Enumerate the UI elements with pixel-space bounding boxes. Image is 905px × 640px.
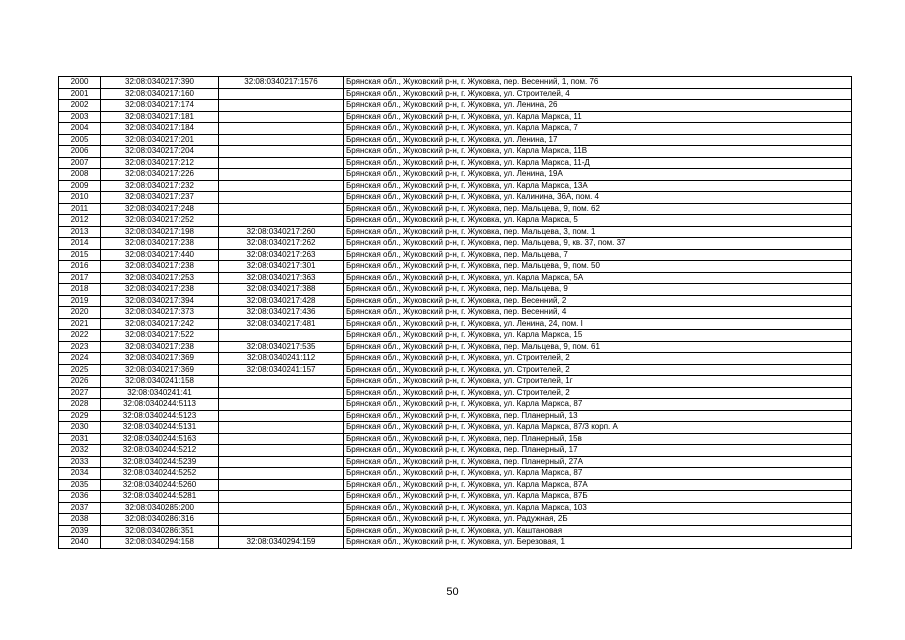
row-number-cell: 2034 [59,468,101,480]
address-cell: Брянская обл., Жуковский р-н, г. Жуковка, ул. Карла Маркса, 87А [344,479,852,491]
cadastral-number-cell: 32:08:0340217:212 [101,157,219,169]
row-number-cell: 2035 [59,479,101,491]
object-cadastral-number-cell [219,525,344,537]
table-row [59,192,852,204]
address-cell: Брянская обл., Жуковский р-н, г. Жуковка, пер. Мальцева, 9, пом. 62 [344,203,852,215]
row-number-cell: 2005 [59,134,101,146]
address-cell: Брянская обл., Жуковский р-н, г. Жуковка, ул. Карла Маркса, 15 [344,330,852,342]
cadastral-number-cell: 32:08:0340217:369 [101,353,219,365]
table-row [59,134,852,146]
row-number-cell: 2037 [59,502,101,514]
table-row [59,341,852,353]
cadastral-number-cell: 32:08:0340217:238 [101,284,219,296]
row-number-cell: 2031 [59,433,101,445]
row-number-cell: 2013 [59,226,101,238]
table-row [59,514,852,526]
row-number-cell: 2022 [59,330,101,342]
table-row [59,502,852,514]
object-cadastral-number-cell [219,502,344,514]
table-row [59,537,852,549]
cadastral-number-cell: 32:08:0340286:351 [101,525,219,537]
address-cell: Брянская обл., Жуковский р-н, г. Жуковка, ул. Карла Маркса, 87 [344,399,852,411]
object-cadastral-number-cell [219,376,344,388]
address-cell: Брянская обл., Жуковский р-н, г. Жуковка, ул. Калинина, 36А, пом. 4 [344,192,852,204]
cadastral-number-cell: 32:08:0340244:5212 [101,445,219,457]
row-number-cell: 2039 [59,525,101,537]
address-cell: Брянская обл., Жуковский р-н, г. Жуковка, ул. Строителей, 1г [344,376,852,388]
object-cadastral-number-cell: 32:08:0340241:112 [219,353,344,365]
cadastral-number-cell: 32:08:0340217:369 [101,364,219,376]
object-cadastral-number-cell [219,203,344,215]
table-row [59,215,852,227]
address-cell: Брянская обл., Жуковский р-н, г. Жуковка, пер. Весенний, 1, пом. 76 [344,77,852,89]
cadastral-number-cell: 32:08:0340217:181 [101,111,219,123]
row-number-cell: 2040 [59,537,101,549]
table-row [59,261,852,273]
row-number-cell: 2002 [59,100,101,112]
address-cell: Брянская обл., Жуковский р-н, г. Жуковка, ул. Радужная, 2Б [344,514,852,526]
table-row [59,111,852,123]
object-cadastral-number-cell [219,146,344,158]
row-number-cell: 2029 [59,410,101,422]
table-row [59,479,852,491]
table-row [59,525,852,537]
row-number-cell: 2038 [59,514,101,526]
object-cadastral-number-cell: 32:08:0340217:263 [219,249,344,261]
table-row [59,399,852,411]
object-cadastral-number-cell [219,123,344,135]
object-cadastral-number-cell [219,514,344,526]
table-row [59,203,852,215]
address-cell: Брянская обл., Жуковский р-н, г. Жуковка, пер. Весенний, 4 [344,307,852,319]
row-number-cell: 2003 [59,111,101,123]
table-row [59,226,852,238]
row-number-cell: 2011 [59,203,101,215]
address-cell: Брянская обл., Жуковский р-н, г. Жуковка, пер. Планерный, 27А [344,456,852,468]
address-cell: Брянская обл., Жуковский р-н, г. Жуковка, ул. Строителей, 2 [344,353,852,365]
table-row [59,100,852,112]
row-number-cell: 2026 [59,376,101,388]
row-number-cell: 2010 [59,192,101,204]
object-cadastral-number-cell: 32:08:0340217:535 [219,341,344,353]
object-cadastral-number-cell [219,180,344,192]
address-cell: Брянская обл., Жуковский р-н, г. Жуковка, ул. Карла Маркса, 11-Д [344,157,852,169]
cadastral-number-cell: 32:08:0340217:253 [101,272,219,284]
row-number-cell: 2000 [59,77,101,89]
address-cell: Брянская обл., Жуковский р-н, г. Жуковка, пер. Мальцева, 7 [344,249,852,261]
address-cell: Брянская обл., Жуковский р-н, г. Жуковка, пер. Мальцева, 3, пом. 1 [344,226,852,238]
table-row [59,353,852,365]
table-row [59,180,852,192]
cadastral-number-cell: 32:08:0340244:5260 [101,479,219,491]
cadastral-number-cell: 32:08:0340217:160 [101,88,219,100]
object-cadastral-number-cell [219,134,344,146]
row-number-cell: 2028 [59,399,101,411]
row-number-cell: 2024 [59,353,101,365]
row-number-cell: 2021 [59,318,101,330]
cadastral-number-cell: 32:08:0340217:242 [101,318,219,330]
cadastral-number-cell: 32:08:0340244:5252 [101,468,219,480]
address-cell: Брянская обл., Жуковский р-н, г. Жуковка, ул. Карла Маркса, 5 [344,215,852,227]
cadastral-number-cell: 32:08:0340244:5163 [101,433,219,445]
table-row [59,318,852,330]
object-cadastral-number-cell [219,387,344,399]
object-cadastral-number-cell: 32:08:0340217:301 [219,261,344,273]
object-cadastral-number-cell [219,456,344,468]
address-cell: Брянская обл., Жуковский р-н, г. Жуковка, пер. Весенний, 2 [344,295,852,307]
row-number-cell: 2014 [59,238,101,250]
object-cadastral-number-cell [219,491,344,503]
row-number-cell: 2001 [59,88,101,100]
address-cell: Брянская обл., Жуковский р-н, г. Жуковка, ул. Строителей, 2 [344,364,852,376]
object-cadastral-number-cell [219,479,344,491]
address-cell: Брянская обл., Жуковский р-н, г. Жуковка, ул. Карла Маркса, 103 [344,502,852,514]
object-cadastral-number-cell: 32:08:0340217:260 [219,226,344,238]
row-number-cell: 2007 [59,157,101,169]
table-row [59,157,852,169]
cadastral-number-cell: 32:08:0340244:5281 [101,491,219,503]
object-cadastral-number-cell: 32:08:0340217:428 [219,295,344,307]
object-cadastral-number-cell [219,88,344,100]
object-cadastral-number-cell [219,399,344,411]
table-row [59,433,852,445]
cadastral-number-cell: 32:08:0340244:5131 [101,422,219,434]
table-row [59,376,852,388]
address-cell: Брянская обл., Жуковский р-н, г. Жуковка, ул. Березовая, 1 [344,537,852,549]
table-row [59,77,852,89]
address-cell: Брянская обл., Жуковский р-н, г. Жуковка, ул. Карла Маркса, 11 [344,111,852,123]
cadastral-number-cell: 32:08:0340285:200 [101,502,219,514]
table-row [59,249,852,261]
row-number-cell: 2020 [59,307,101,319]
address-cell: Брянская обл., Жуковский р-н, г. Жуковка, ул. Строителей, 4 [344,88,852,100]
object-cadastral-number-cell [219,157,344,169]
row-number-cell: 2016 [59,261,101,273]
row-number-cell: 2030 [59,422,101,434]
object-cadastral-number-cell [219,169,344,181]
row-number-cell: 2033 [59,456,101,468]
cadastral-number-cell: 32:08:0340217:394 [101,295,219,307]
row-number-cell: 2017 [59,272,101,284]
cadastral-number-cell: 32:08:0340217:238 [101,261,219,273]
address-cell: Брянская обл., Жуковский р-н, г. Жуковка, ул. Ленина, 24, пом. I [344,318,852,330]
row-number-cell: 2023 [59,341,101,353]
address-cell: Брянская обл., Жуковский р-н, г. Жуковка, ул. Карла Маркса, 87Б [344,491,852,503]
address-cell: Брянская обл., Жуковский р-н, г. Жуковка, ул. Карла Маркса, 87 [344,468,852,480]
row-number-cell: 2032 [59,445,101,457]
table-row [59,272,852,284]
row-number-cell: 2008 [59,169,101,181]
object-cadastral-number-cell [219,330,344,342]
address-cell: Брянская обл., Жуковский р-н, г. Жуковка, ул. Ленина, 17 [344,134,852,146]
address-cell: Брянская обл., Жуковский р-н, г. Жуковка, ул. Карла Маркса, 13А [344,180,852,192]
table-row [59,456,852,468]
table-row [59,307,852,319]
row-number-cell: 2004 [59,123,101,135]
object-cadastral-number-cell [219,100,344,112]
row-number-cell: 2025 [59,364,101,376]
cadastral-number-cell: 32:08:0340244:5239 [101,456,219,468]
row-number-cell: 2036 [59,491,101,503]
cadastral-number-cell: 32:08:0340217:252 [101,215,219,227]
row-number-cell: 2019 [59,295,101,307]
object-cadastral-number-cell [219,433,344,445]
address-cell: Брянская обл., Жуковский р-н, г. Жуковка, ул. Ленина, 26 [344,100,852,112]
object-cadastral-number-cell [219,468,344,480]
table-row [59,330,852,342]
page-number: 50 [446,586,459,598]
table-row [59,410,852,422]
address-cell: Брянская обл., Жуковский р-н, г. Жуковка, пер. Мальцева, 9, пом. 61 [344,341,852,353]
address-cell: Брянская обл., Жуковский р-н, г. Жуковка, ул. Карла Маркса, 87/3 корп. А [344,422,852,434]
cadastral-number-cell: 32:08:0340241:41 [101,387,219,399]
cadastral-number-cell: 32:08:0340217:248 [101,203,219,215]
table-row [59,468,852,480]
table-row [59,491,852,503]
cadastral-number-cell: 32:08:0340217:238 [101,341,219,353]
row-number-cell: 2027 [59,387,101,399]
object-cadastral-number-cell [219,410,344,422]
cadastral-number-cell: 32:08:0340217:174 [101,100,219,112]
table-row [59,284,852,296]
table-row [59,445,852,457]
cadastral-number-cell: 32:08:0340217:201 [101,134,219,146]
cadastral-number-cell: 32:08:0340217:238 [101,238,219,250]
cadastral-number-cell: 32:08:0340217:198 [101,226,219,238]
object-cadastral-number-cell: 32:08:0340217:363 [219,272,344,284]
object-cadastral-number-cell: 32:08:0340217:388 [219,284,344,296]
row-number-cell: 2012 [59,215,101,227]
row-number-cell: 2015 [59,249,101,261]
object-cadastral-number-cell [219,111,344,123]
cadastral-number-cell: 32:08:0340217:204 [101,146,219,158]
table-row [59,387,852,399]
table-row [59,364,852,376]
table-row [59,146,852,158]
cadastral-number-cell: 32:08:0340241:158 [101,376,219,388]
address-cell: Брянская обл., Жуковский р-н, г. Жуковка, пер. Планерный, 13 [344,410,852,422]
object-cadastral-number-cell: 32:08:0340217:481 [219,318,344,330]
cadastral-number-cell: 32:08:0340217:373 [101,307,219,319]
object-cadastral-number-cell: 32:08:0340217:262 [219,238,344,250]
address-cell: Брянская обл., Жуковский р-н, г. Жуковка, ул. Карла Маркса, 11В [344,146,852,158]
cadastral-number-cell: 32:08:0340217:232 [101,180,219,192]
cadastral-number-cell: 32:08:0340286:316 [101,514,219,526]
address-cell: Брянская обл., Жуковский р-н, г. Жуковка, ул. Карла Маркса, 7 [344,123,852,135]
cadastral-number-cell: 32:08:0340217:226 [101,169,219,181]
cadastral-registry-table [58,76,852,549]
address-cell: Брянская обл., Жуковский р-н, г. Жуковка, пер. Планерный, 15в [344,433,852,445]
table-row [59,238,852,250]
cadastral-number-cell: 32:08:0340217:440 [101,249,219,261]
row-number-cell: 2009 [59,180,101,192]
table-row [59,422,852,434]
table-row [59,295,852,307]
address-cell: Брянская обл., Жуковский р-н, г. Жуковка, ул. Карла Маркса, 5А [344,272,852,284]
address-cell: Брянская обл., Жуковский р-н, г. Жуковка, пер. Мальцева, 9, кв. 37, пом. 37 [344,238,852,250]
address-cell: Брянская обл., Жуковский р-н, г. Жуковка, пер. Мальцева, 9 [344,284,852,296]
object-cadastral-number-cell: 32:08:0340217:1576 [219,77,344,89]
address-cell: Брянская обл., Жуковский р-н, г. Жуковка, ул. Строителей, 2 [344,387,852,399]
cadastral-number-cell: 32:08:0340244:5113 [101,399,219,411]
address-cell: Брянская обл., Жуковский р-н, г. Жуковка, ул. Каштановая [344,525,852,537]
object-cadastral-number-cell [219,192,344,204]
cadastral-number-cell: 32:08:0340294:158 [101,537,219,549]
table-row [59,123,852,135]
object-cadastral-number-cell [219,422,344,434]
object-cadastral-number-cell: 32:08:0340241:157 [219,364,344,376]
object-cadastral-number-cell [219,215,344,227]
cadastral-number-cell: 32:08:0340244:5123 [101,410,219,422]
object-cadastral-number-cell: 32:08:0340217:436 [219,307,344,319]
registry-table-body [59,77,852,549]
row-number-cell: 2006 [59,146,101,158]
address-cell: Брянская обл., Жуковский р-н, г. Жуковка, пер. Мальцева, 9, пом. 50 [344,261,852,273]
row-number-cell: 2018 [59,284,101,296]
cadastral-number-cell: 32:08:0340217:390 [101,77,219,89]
object-cadastral-number-cell [219,445,344,457]
cadastral-number-cell: 32:08:0340217:237 [101,192,219,204]
address-cell: Брянская обл., Жуковский р-н, г. Жуковка, ул. Ленина, 19А [344,169,852,181]
cadastral-number-cell: 32:08:0340217:522 [101,330,219,342]
table-row [59,169,852,181]
object-cadastral-number-cell: 32:08:0340294:159 [219,537,344,549]
cadastral-number-cell: 32:08:0340217:184 [101,123,219,135]
table-row [59,88,852,100]
address-cell: Брянская обл., Жуковский р-н, г. Жуковка, пер. Планерный, 17 [344,445,852,457]
